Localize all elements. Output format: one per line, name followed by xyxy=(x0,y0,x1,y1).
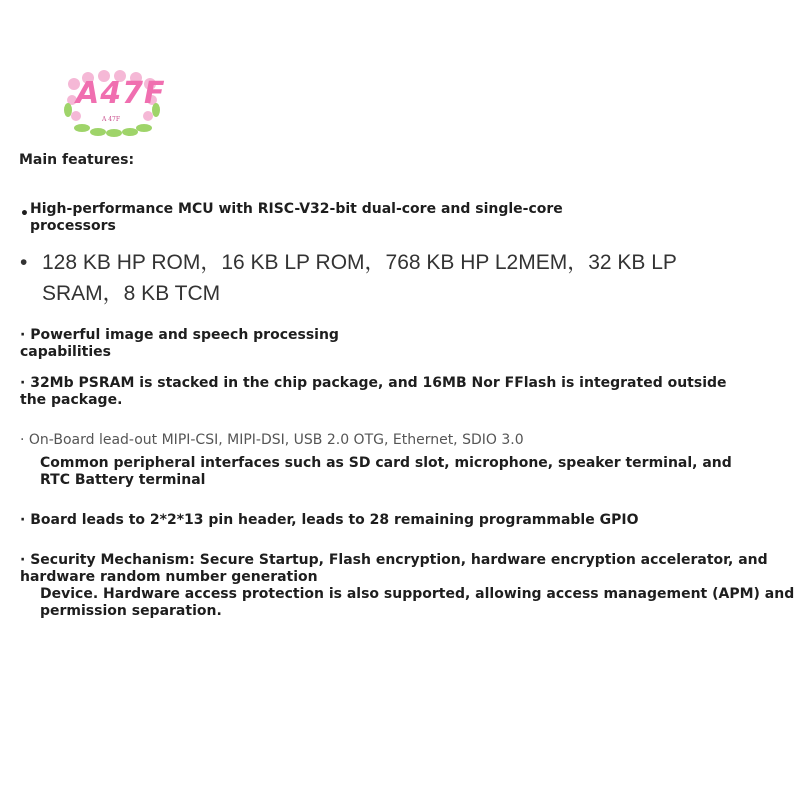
feature-text: High-performance MCU with RISC-V32-bit dual-core and single-core xyxy=(30,201,563,217)
feature-text: processors xyxy=(30,218,116,234)
logo-subtext: A 47F xyxy=(102,116,121,123)
feature-item-5 xyxy=(20,432,732,489)
feature-text: 128 KB HP ROM，16 KB LP ROM，768 KB HP L2MEM，32 KB LP xyxy=(42,251,677,274)
feature-item-4 xyxy=(20,375,727,409)
logo-text: A47F xyxy=(76,76,166,111)
feature-item-6 xyxy=(20,512,638,529)
feature-text: On-Board lead-out MIPI-CSI, MIPI-DSI, USB 2.0 OTG, Ethernet, SDIO 3.0 xyxy=(28,432,524,448)
feature-item-7 xyxy=(20,552,794,620)
feature-text: hardware random number generation xyxy=(20,569,318,585)
feature-text: permission separation. xyxy=(40,603,222,619)
feature-text: Powerful image and speech processing xyxy=(30,327,339,343)
feature-text: SRAM，8 KB TCM xyxy=(42,282,221,305)
feature-text: RTC Battery terminal xyxy=(40,472,206,488)
feature-text: Security Mechanism: Secure Startup, Flash encryption, hardware encryption accelerator, and xyxy=(30,552,768,568)
bullet: · xyxy=(20,432,25,448)
feature-item-1 xyxy=(20,201,563,235)
brand-logo xyxy=(62,70,166,138)
bullet: • xyxy=(20,206,29,222)
feature-text: Common peripheral interfaces such as SD card slot, microphone, speaker terminal, and xyxy=(40,455,732,471)
page-title: Main features: xyxy=(19,152,135,168)
bullet: • xyxy=(20,251,28,274)
bullet: · xyxy=(20,327,26,343)
bullet: · xyxy=(20,552,26,568)
feature-text: Board leads to 2*2*13 pin header, leads to 28 remaining programmable GPIO xyxy=(30,512,639,528)
feature-text: capabilities xyxy=(20,344,111,360)
feature-item-2 xyxy=(20,247,677,309)
feature-item-3 xyxy=(20,327,339,361)
feature-text: 32Mb PSRAM is stacked in the chip package, and 16MB Nor FFlash is integrated outside xyxy=(30,375,727,391)
bullet: · xyxy=(20,375,26,391)
bullet: · xyxy=(20,512,26,528)
feature-text: the package. xyxy=(20,392,123,408)
feature-text: Device. Hardware access protection is also supported, allowing access management (APM) and xyxy=(40,586,795,602)
